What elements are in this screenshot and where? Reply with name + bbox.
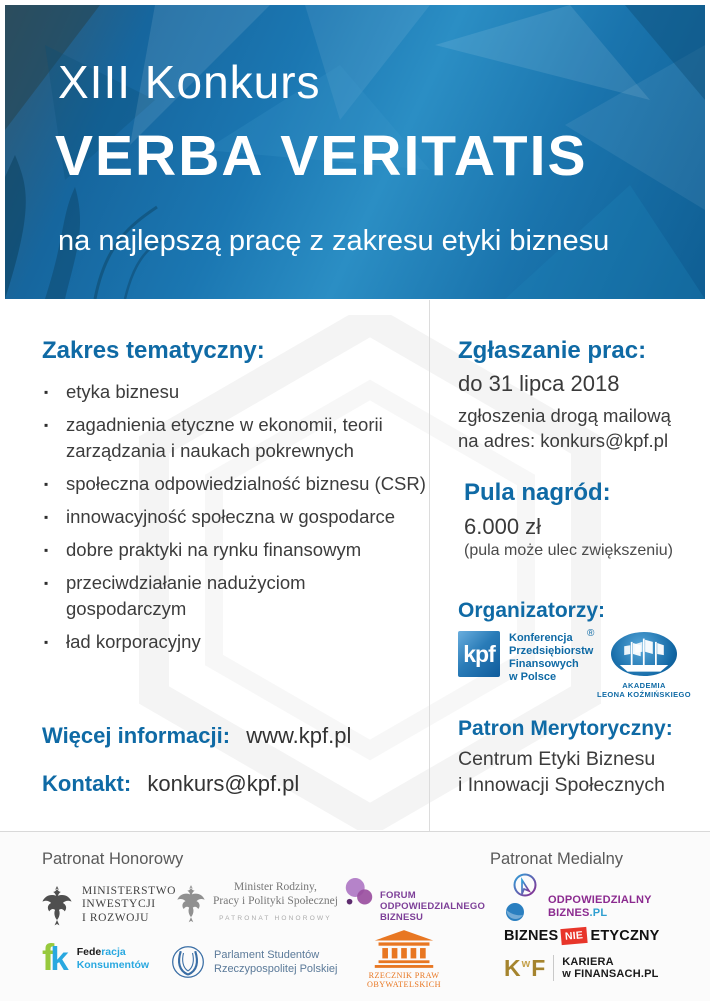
vertical-divider <box>553 955 554 981</box>
page-title: VERBA VERITATIS <box>55 124 588 188</box>
submission-note: zgłoszenia drogą mailową na adres: konkurs@kpf.pl <box>458 405 671 451</box>
kpf-logo-wordmark: ® Konferencja Przedsiębiorstw Finansowych w Polsce <box>509 628 595 683</box>
kwf-k-letter: K <box>504 955 521 981</box>
kpf-logo <box>458 628 595 684</box>
kariera-wordmark: KARIERA w FINANSACH.PL <box>562 956 659 980</box>
parlament-wordmark: Parlament Studentów Rzeczypospolitej Polskiej <box>214 949 338 975</box>
registered-mark-icon: ® <box>587 628 595 639</box>
parlament-studentow-logo <box>170 940 338 984</box>
minister-rodziny-logo <box>175 880 338 926</box>
topic-list <box>44 379 442 662</box>
patronat-honorowy-sublabel: PATRONAT HONOROWY <box>219 915 332 922</box>
federacja-konsumentow-logo <box>42 937 150 978</box>
purple-circles-icon <box>342 877 376 915</box>
list-item: ▪ zagadnienia etyczne w ekonomii, teorii zarządzania i naukach pokrewnych <box>44 412 442 464</box>
contact-label: Kontakt: <box>42 771 132 796</box>
ministerstwo-wordmark: MINISTERSTWO INWESTYCJI I ROZWOJU <box>82 884 177 924</box>
more-info-label: Więcej informacji: <box>42 723 231 748</box>
bullet-square-icon: ▪ <box>44 576 49 590</box>
more-info-row <box>42 723 351 749</box>
deadline-text: do 31 lipca 2018 <box>458 371 620 396</box>
ministerstwo-inwestycji-logo <box>40 882 176 928</box>
list-item: ▪ ład korporacyjny <box>44 629 442 655</box>
section-heading-pula: Pula nagród: <box>464 479 611 506</box>
kpf-logo-mark: kpf <box>458 631 500 677</box>
minister-rodziny-wordmark: Minister Rodziny, Pracy i Polityki Społecznej PATRONAT HONOROWY <box>213 880 338 926</box>
bullet-square-icon: ▪ <box>44 385 49 399</box>
fob-wordmark: FORUM ODPOWIEDZIALNEGO BIZNESU <box>380 890 486 923</box>
bullet-square-icon: ▪ <box>44 418 49 432</box>
bullet-square-icon: ▪ <box>44 635 49 649</box>
list-item: ▪ dobre praktyki na rynku finansowym <box>44 537 442 563</box>
patronage-footer <box>0 831 710 1001</box>
nie-red-badge: NIE <box>561 927 588 945</box>
list-item: ▪ etyka biznesu <box>44 379 442 405</box>
list-item: ▪ przeciwdziałanie nadużyciom gospodarczym <box>44 570 442 622</box>
contact-email: konkurs@kpf.pl <box>147 771 300 796</box>
eagle-emblem-icon <box>40 882 74 928</box>
section-heading-zakres: Zakres tematyczny: <box>42 337 265 364</box>
website-url: www.kpf.pl <box>246 723 352 748</box>
alk-logo-wordmark: AKADEMIA LEONA KOŹMIŃSKIEGO <box>597 681 692 699</box>
kwf-f-letter: F <box>531 955 546 981</box>
header-tagline: na najlepszą pracę z zakresu etyki biznesu <box>58 225 610 257</box>
odpowiedzialnybiznes-wordmark: ODPOWIEDZIALNY BIZNES.PL <box>548 894 652 919</box>
cursor-circle-icon <box>504 872 542 924</box>
bullet-square-icon: ▪ <box>44 510 49 524</box>
prize-amount: 6.000 zł <box>464 514 542 539</box>
biznes-nieetyczny-logo: BIZNES NIE ETYCZNY <box>504 928 660 944</box>
forum-odpowiedzialnego-biznesu-logo <box>342 877 485 923</box>
bullet-square-icon: ▪ <box>44 477 49 491</box>
patron-name: Centrum Etyki Biznesu i Innowacji Społecznych <box>458 748 666 796</box>
list-item: ▪ innowacyjność społeczna w gospodarce <box>44 504 442 530</box>
fk-f-letter: f <box>42 937 55 978</box>
bullet-square-icon: ▪ <box>44 543 49 557</box>
rzecznik-praw-obywatelskich-logo <box>334 929 474 989</box>
parlament-emblem-icon <box>170 940 206 984</box>
eagle-emblem-icon <box>175 881 207 925</box>
section-heading-organizatorzy: Organizatorzy: <box>458 599 606 622</box>
rpo-wordmark: RZECZNIK PRAW OBYWATELSKICH <box>367 971 441 989</box>
fk-k-letter: k <box>50 940 69 977</box>
alk-logo <box>597 632 691 699</box>
section-heading-patron: Patron Merytoryczny: <box>458 717 673 740</box>
kwf-w-letter: w <box>521 958 531 970</box>
contact-row <box>42 771 299 797</box>
header-kicker: XIII Konkurs <box>58 56 321 108</box>
media-patronage-title: Patronat Medialny <box>490 850 623 868</box>
alk-ship-icon <box>611 632 677 676</box>
kariera-w-finansach-logo <box>504 955 659 981</box>
classical-building-icon <box>371 929 437 969</box>
list-item: ▪ społeczna odpowiedzialność biznesu (CSR) <box>44 471 442 497</box>
header-banner <box>5 5 705 299</box>
honorary-patronage-title: Patronat Honorowy <box>42 850 184 868</box>
odpowiedzialnybiznes-logo <box>504 872 652 924</box>
section-heading-zglaszanie: Zgłaszanie prac: <box>458 337 647 364</box>
prize-note: (pula może ulec zwiększeniu) <box>464 542 673 559</box>
federacja-wordmark: Federacja Konsumentów <box>76 946 150 971</box>
